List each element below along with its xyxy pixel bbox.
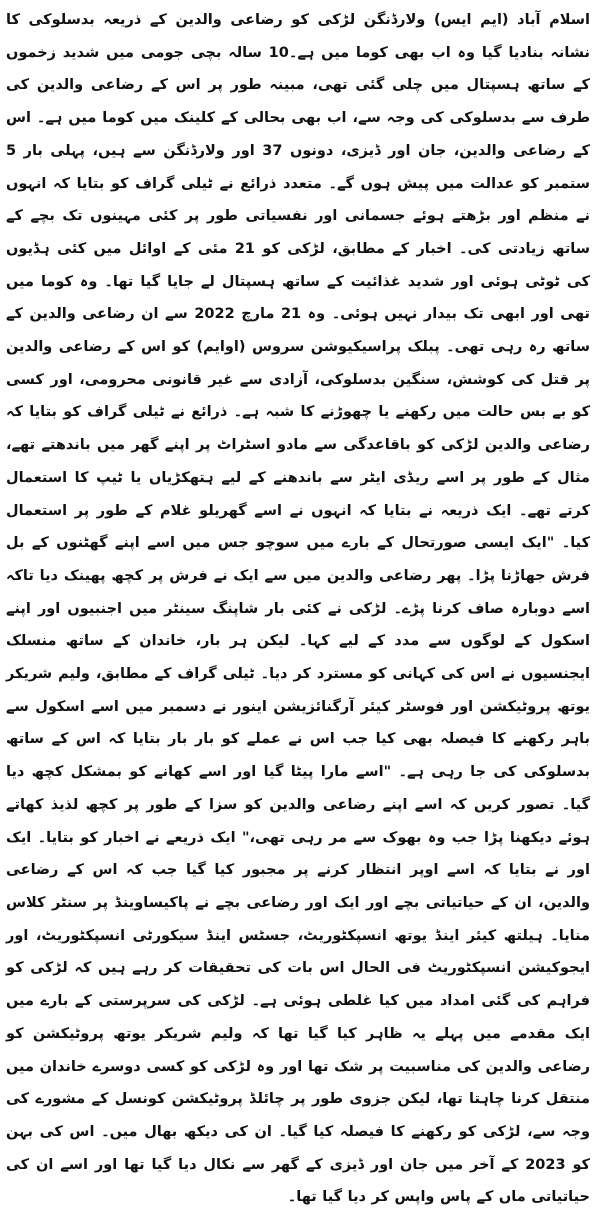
- article-body-text: اسلام آباد (ایم ایس) ولارڈنگن لڑکی کو رضاعی والدین کے ذریعہ بدسلوکی کا نشانہ بنادیا گیا وہ اب بھی کوما میں ہے۔10 سالہ بچی جومی میں شدید زخموں کے ساتھ ہسپتال میں چلی گئی تھی، مبینہ طور پر اس کے رضاعی والدین کی طرف سے بدسلوکی کی وجہ سے، اب بھی بحالی کے کلینک میں کوما میں ہے۔ اس کے رضاعی والدین، جان اور ڈیزی، دونوں 37 اور ولارڈنگن سے ہیں، پہلی بار 5 ستمبر کو عدالت میں پیش ہوں گے۔ متعدد ذرائع نے ٹیلی گراف کو بتایا کہ انہوں نے منظم اور بڑھتے ہوئے جسمانی اور نفسیاتی طور پر کئی مہینوں تک بچے کے ساتھ زیادتی کی۔ اخبار کے مطابق، لڑکی کو 21 مئی کے اوائل میں کئی ہڈیوں کی ٹوٹی ہوئی اور شدید غذائیت کے ساتھ ہسپتال لے جایا گیا تھا۔ وہ کوما میں تھی اور ابھی تک بیدار نہیں ہوئی۔ وہ 21 مارچ 2022 سے ان رضاعی والدین کے ساتھ رہ رہی تھی۔ پبلک پراسیکیوشن سروس (اوایم) کو اس کے رضاعی والدین پر قتل کی کوشش، سنگین بدسلوکی، آزادی سے غیر قانونی محرومی، اور کسی کو بے بس حالت میں رکھنے یا چھوڑنے کا شبہ ہے۔ ذرائع نے ٹیلی گراف کو بتایا کہ رضاعی والدین لڑکی کو باقاعدگی سے مادو اسٹراٹ پر اپنے گھر میں باندھتے تھے، مثال کے طور پر اسے ریڈی ایٹر سے باندھنے کے لیے ہتھکڑیاں یا ٹیپ کا استعمال کرتے تھے۔ ایک ذریعہ نے بتایا کہ انہوں نے اسے گھریلو غلام کے طور پر استعمال کیا۔ "ایک ایسی صورتحال کے بارے میں سوچو جس میں اسے اپنے گھٹنوں کے بل فرش جھاڑنا پڑا۔ پھر رضاعی والدین میں سے ایک نے فرش پر کچھ پھینک دیا تاکہ اسے دوبارہ صاف کرنا پڑے۔ لڑکی نے کئی بار شاپنگ سینٹر میں اجنبیوں اور اپنے اسکول کے لوگوں سے مدد کے لیے کہا۔ لیکن ہر بار، خاندان کے ساتھ منسلک ایجنسیوں نے اس کی کہانی کو مسترد کر دیا۔ ٹیلی گراف کے مطابق، ولیم شریکر یوتھ پروٹیکشن اور فوسٹر کیئر آرگنائزیشن اینور نے دسمبر میں اسے اسکول سے باہر رکھنے کا فیصلہ بھی کیا جب اس نے عملے کو بار بار بتایا کہ اس کے ساتھ بدسلوکی کی جا رہی ہے۔ "اسے مارا پیٹا گیا اور اسے کھانے کو بمشکل کچھ دیا گیا۔ تصور کریں کہ اسے اپنے رضاعی والدین کو سزا کے طور پر کچھ لذیذ کھاتے ہوئے دیکھنا پڑا جب وہ بھوک سے مر رہی تھی،" ایک ذریعے نے اخبار کو بتایا۔ ایک اور نے بتایا کہ اسے اوپر انتظار کرنے پر مجبور کیا گیا جب کہ اس کے رضاعی والدین، ان کے حیاتیاتی بچے اور ایک اور رضاعی بچے نے پاکیساوینڈ پر سنٹر کلاس منایا۔ ہیلتھ کیئر اینڈ یوتھ انسپکٹوریٹ، جسٹس اینڈ سیکورٹی انسپکٹوریٹ، اور ایجوکیشن انسپکٹوریٹ فی الحال اس بات کی تحقیقات کر رہے ہیں کہ لڑکی کو فراہم کی گئی امداد میں کیا غلطی ہوئی ہے۔ لڑکی کی سرپرستی کے بارے میں ایک مقدمے میں پہلے یہ ظاہر کیا گیا تھا کہ ولیم شریکر یوتھ پروٹیکشن کو رضاعی والدین کی مناسبیت پر شک تھا اور وہ لڑکی کو کسی دوسرے خاندان میں منتقل کرنا چاہتا تھا، لیکن جزوی طور پر چائلڈ پروٹیکشن کونسل کے مشورے کی وجہ سے، لڑکی کو رکھنے کا فیصلہ کیا گیا۔ ان کی دیکھ بھال میں۔ اس کی بہن کو 2023 کے آخر میں جان اور ڈیزی کے گھر سے نکال دیا گیا تھا اور اسے ان کی حیاتیاتی ماں کے پاس واپس کر دیا گیا تھا۔: [6, 12, 591, 1206]
- news-article: [6, 4, 591, 1206]
